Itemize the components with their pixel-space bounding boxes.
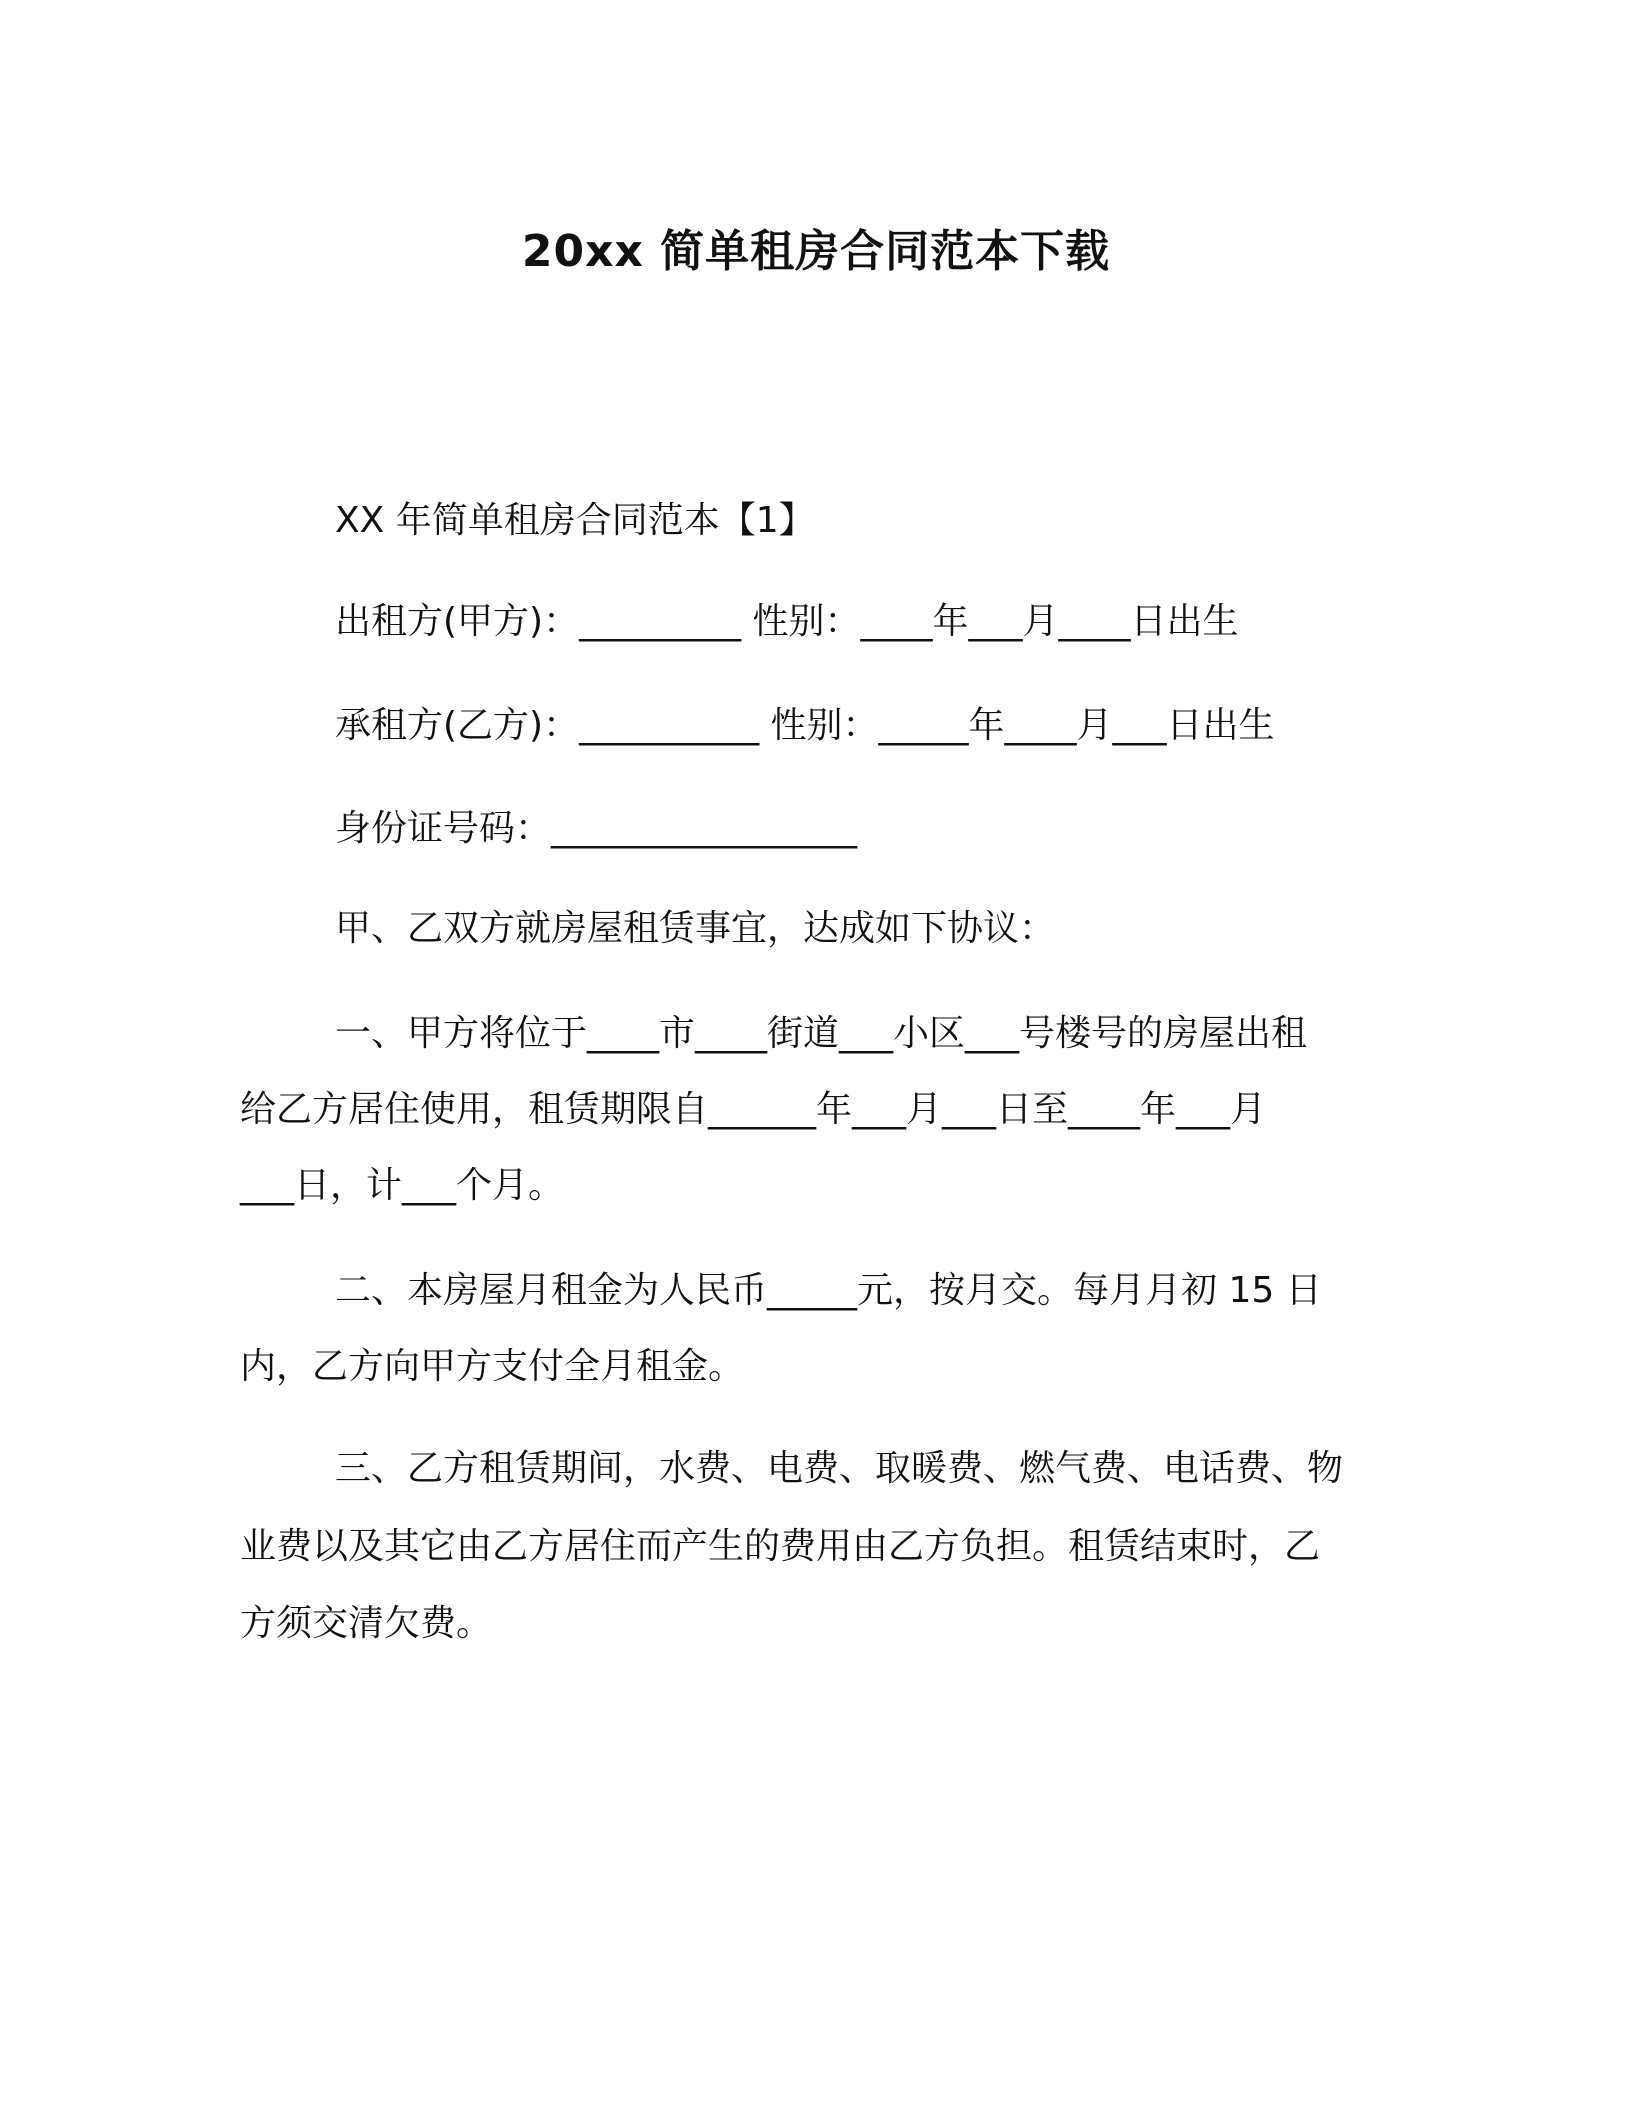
intro-paragraph: 甲、乙双方就房屋租赁事宜，达成如下协议： bbox=[335, 908, 1056, 949]
clause-3-line-2: 业费以及其它由乙方居住而产生的费用由乙方负担。租赁结束时，乙 bbox=[240, 1526, 1321, 1567]
clause-2-line-1: 二、本房屋月租金为人民币_____元，按月交。每月月初 15 日 bbox=[335, 1270, 1322, 1311]
lessor-field-line: 出租方(甲方)：_________ 性别：____年___月____日出生 bbox=[335, 601, 1239, 642]
section-heading: XX 年简单租房合同范本【1】 bbox=[335, 500, 815, 541]
clause-1-line-2: 给乙方居住使用，租赁期限自______年___月___日至____年___月 bbox=[240, 1089, 1267, 1130]
clause-2-line-2: 内，乙方向甲方支付全月租金。 bbox=[240, 1346, 745, 1387]
id-number-field-line: 身份证号码：_________________ bbox=[335, 808, 858, 849]
clause-3-line-1: 三、乙方租赁期间，水费、电费、取暖费、燃气费、电话费、物 bbox=[335, 1448, 1344, 1489]
clause-3-line-3: 方须交清欠费。 bbox=[240, 1603, 493, 1644]
clause-1-line-1: 一、甲方将位于____市____街道___小区___号楼号的房屋出租 bbox=[335, 1013, 1308, 1054]
document-title: 20xx 简单租房合同范本下载 bbox=[521, 226, 1111, 277]
clause-1-line-3: ___日，计___个月。 bbox=[240, 1165, 565, 1206]
lessee-field-line: 承租方(乙方)：__________ 性别：_____年____月___日出生 bbox=[335, 705, 1275, 746]
